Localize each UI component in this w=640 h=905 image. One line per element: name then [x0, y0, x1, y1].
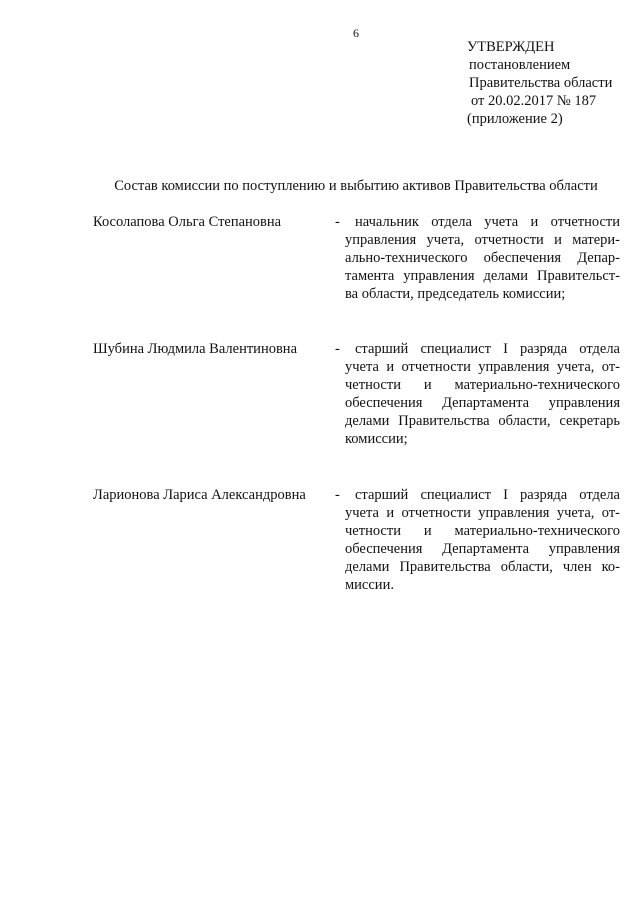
- member-position: [345, 213, 620, 303]
- approval-appendix: (приложение 2): [467, 111, 563, 127]
- member-position-line: управления учета, отчетности и матери-: [345, 232, 620, 248]
- member-name: Ларионова Лариса Александровна: [93, 487, 306, 503]
- document-title: Состав комиссии по поступлению и выбытию активов Правительства области: [114, 178, 598, 194]
- member-entry: [93, 486, 620, 594]
- member-name: Косолапова Ольга Степановна: [93, 214, 282, 230]
- member-name: Шубина Людмила Валентиновна: [93, 341, 297, 357]
- approval-issuer: Правительства области: [469, 75, 613, 91]
- member-position-line: обеспечения Департамента управления: [345, 395, 620, 411]
- member-position-line: учета и отчетности управления учета, от-: [345, 505, 620, 521]
- member-dash: -: [335, 341, 340, 357]
- member-entry: [93, 340, 620, 448]
- member-position-line: старший специалист I разряда отдела: [355, 487, 620, 503]
- member-position-line: старший специалист I разряда отдела: [355, 341, 620, 357]
- member-position-line: начальник отдела учета и отчетности: [355, 214, 620, 230]
- member-position-line: миссии.: [345, 577, 394, 593]
- member-dash: -: [335, 214, 340, 230]
- member-position-line: ально-технического обеспечения Депар-: [345, 250, 620, 266]
- member-position-line: делами Правительства области, секретарь: [345, 413, 620, 429]
- member-position: [345, 340, 620, 448]
- member-position-line: четности и материально-технического: [345, 377, 620, 393]
- approval-act-type: постановлением: [469, 57, 571, 73]
- member-position-line: тамента управления делами Правительст-: [345, 268, 620, 284]
- approval-block: [467, 38, 612, 128]
- commission-members-list: [93, 213, 620, 594]
- member-position-line: учета и отчетности управления учета, от-: [345, 359, 620, 375]
- member-position-line: делами Правительства области, член ко-: [345, 559, 620, 575]
- member-position: [345, 486, 620, 594]
- approval-date-number: от 20.02.2017 № 187: [471, 93, 597, 109]
- member-position-line: четности и материально-технического: [345, 523, 620, 539]
- member-position-line: комиссии;: [345, 431, 408, 447]
- page-number: 6: [353, 26, 359, 40]
- member-entry: [93, 213, 620, 303]
- approval-status: УТВЕРЖДЕН: [467, 39, 555, 55]
- member-position-line: обеспечения Департамента управления: [345, 541, 620, 557]
- member-position-line: ва области, председатель комиссии;: [345, 286, 566, 302]
- member-dash: -: [335, 487, 340, 503]
